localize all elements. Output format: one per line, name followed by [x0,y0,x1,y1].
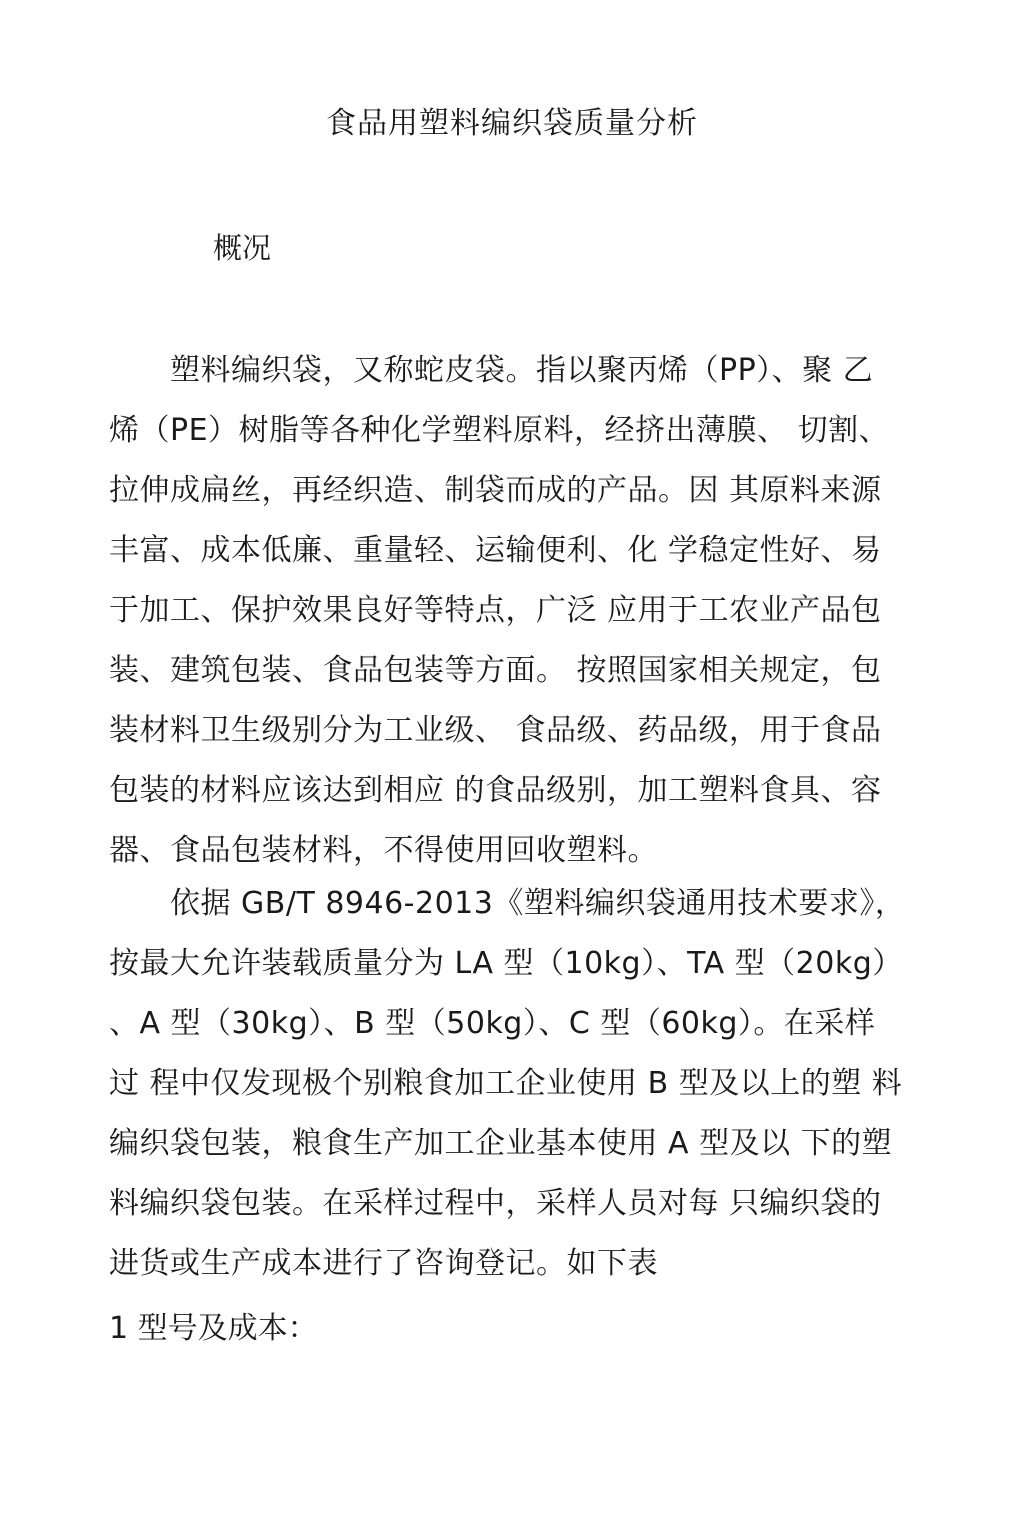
paragraph-line: 丰富、成本低廉、重量轻、运输便利、化 学稳定性好、易 [109,533,882,568]
paragraph-line: 料编织袋包装。在采样过程中，采样人员对每 只编织袋的 [109,1186,882,1221]
paragraph-line: 包装的材料应该达到相应 的食品级别，加工塑料食具、容 [109,773,882,808]
document-title: 食品用塑料编织袋质量分析 [326,106,698,141]
paragraph-line: 塑料编织袋，又称蛇皮袋。指以聚丙烯（PP）、聚 乙 [109,353,874,388]
paragraph-line: 装、建筑包装、食品包装等方面。 按照国家相关规定，包 [109,653,882,688]
paragraph-line: 编织袋包装，粮食生产加工企业基本使用 A 型及以 下的塑 [109,1126,893,1161]
paragraph-standard [109,874,939,1294]
paragraph-line: 、A 型（30kg）、B 型（50kg）、C 型（60kg）。在采样 [109,1006,876,1041]
paragraph-line: 器、食品包装材料，不得使用回收塑料。 [109,833,658,868]
paragraph-line: 过 程中仅发现极个别粮食加工企业使用 B 型及以上的塑 料 [109,1066,903,1101]
table-caption: 1 型号及成本： [109,1311,318,1346]
paragraph-line: 于加工、保护效果良好等特点，广泛 应用于工农业产品包 [109,593,882,628]
paragraph-line: 进货或生产成本进行了咨询登记。如下表 [109,1246,658,1281]
paragraph-line: 依据 GB/T 8946-2013《塑料编织袋通用技术要求》， [109,886,906,921]
paragraph-line: 装材料卫生级别分为工业级、 食品级、药品级，用于食品 [109,713,882,748]
paragraph-line: 按最大允许装载质量分为 LA 型（10kg）、TA 型（20kg） [109,946,903,981]
paragraph-line: 烯（PE）树脂等各种化学塑料原料，经挤出薄膜、 切割、 [109,413,890,448]
section-heading: 概况 [213,231,272,265]
paragraph-overview [109,341,939,881]
paragraph-line: 拉伸成扁丝，再经织造、制袋而成的产品。因 其原料来源 [109,473,882,508]
